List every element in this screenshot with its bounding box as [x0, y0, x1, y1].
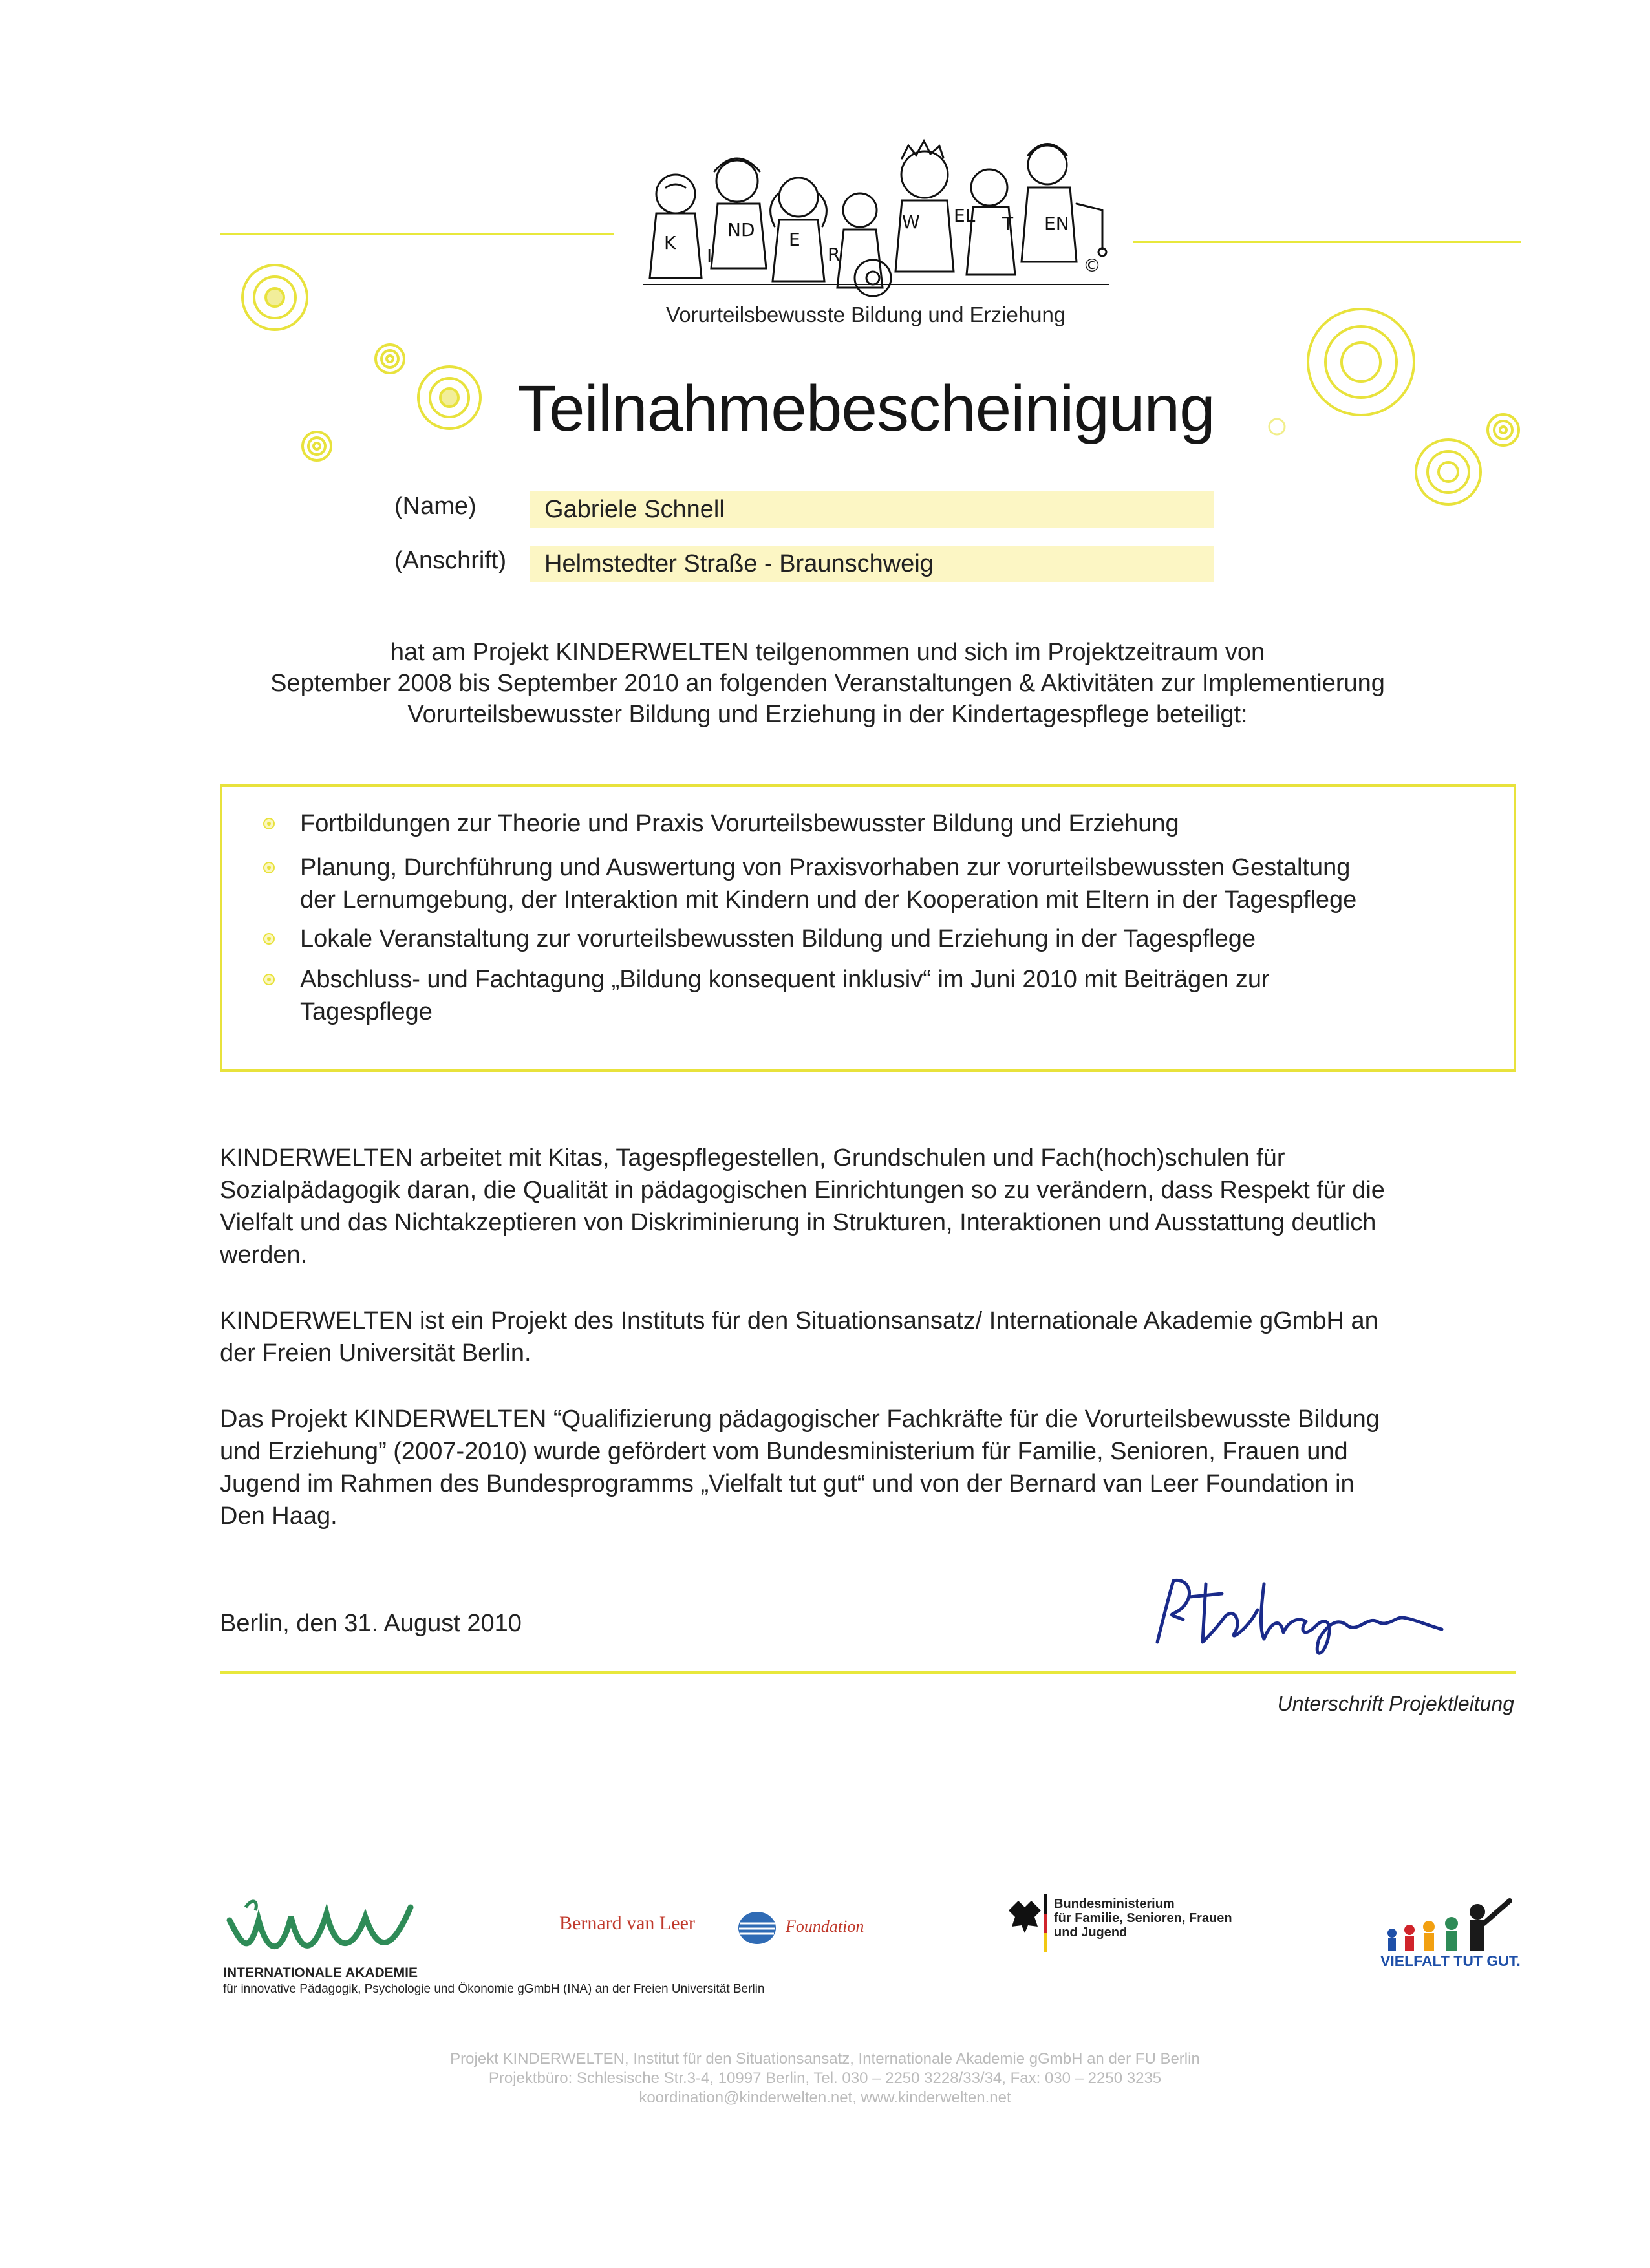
bullet-circle-icon [262, 861, 275, 874]
footer-line: Projekt KINDERWELTEN, Institut für den Situationsansatz, Internationale Akademie gGmbH an der FU Berlin [450, 2050, 1200, 2068]
svg-text:E: E [789, 229, 800, 250]
kinderwelten-logo [630, 133, 1112, 307]
intro-line: Vorurteilsbewusster Bildung und Erziehung in der Kindertagespflege beteiligt: [407, 701, 1248, 728]
svg-text:ND: ND [727, 219, 755, 241]
svg-text:EN: EN [1044, 213, 1069, 234]
signature [1144, 1571, 1494, 1668]
address-label: (Anschrift) [394, 547, 507, 574]
svg-text:K: K [664, 232, 676, 253]
intro-text [220, 637, 1435, 730]
federal-eagle-icon [1002, 1894, 1047, 1965]
page-title: Teilnahmebescheinigung [517, 372, 1215, 445]
vielfalt-people-icon [1380, 1898, 1523, 1952]
svg-text:I: I [707, 245, 712, 266]
signature-caption: Unterschrift Projektleitung [1277, 1692, 1514, 1715]
signature-rule [220, 1671, 1516, 1674]
header-rule-right [1133, 241, 1521, 243]
intro-line: September 2008 bis September 2010 an folgenden Veranstaltungen & Aktivitäten zur Implementierung [270, 670, 1385, 697]
name-field: Gabriele Schnell [530, 491, 1214, 528]
bvl-name: Bernard van Leer [559, 1912, 695, 1934]
globe-icon [737, 1910, 777, 1945]
paragraph-line: und Erziehung” (2007-2010) wurde gefördert vom Bundesministerium für Familie, Senioren, Frauen und [220, 1438, 1348, 1465]
place-date: Berlin, den 31. August 2010 [220, 1610, 522, 1637]
activity-line: Planung, Durchführung und Auswertung von Praxisvorhaben zur vorurteilsbewussten Gestaltung [300, 854, 1351, 881]
paragraph-line: Den Haag. [220, 1503, 338, 1530]
activity-line: Abschluss- und Fachtagung „Bildung konsequent inklusiv“ im Juni 2010 mit Beiträgen zur [300, 966, 1270, 993]
paragraph-line: Das Projekt KINDERWELTEN “Qualifizierung pädagogischer Fachkräfte für die Vorurteilsbewusste Bildung [220, 1406, 1380, 1433]
ina-description: für innovative Pädagogik, Psychologie und Ökonomie gGmbH (INA) an der Freien Universität Berlin [223, 1982, 765, 1996]
activities-box [220, 784, 1516, 1072]
ina-logo-icon [223, 1894, 430, 1959]
svg-text:T: T [1002, 213, 1014, 234]
bvl-suffix: Foundation [786, 1917, 864, 1936]
bmfsfj-line: und Jugend [1054, 1925, 1128, 1940]
children-figures-icon [643, 141, 1109, 296]
logo-tagline: Vorurteilsbewusste Bildung und Erziehung [666, 303, 1066, 326]
paragraph-line: KINDERWELTEN ist ein Projekt des Instituts für den Situationsansatz/ Internationale Akademie gGmbH an [220, 1307, 1378, 1334]
activity-item [300, 808, 1179, 840]
svg-text:W: W [902, 211, 920, 233]
paragraph-line: Vielfalt und das Nichtakzeptieren von Diskriminierung in Strukturen, Interaktionen und Ausstattung deutlich [220, 1209, 1377, 1236]
paragraph-institution [220, 1305, 1378, 1369]
name-label: (Name) [394, 493, 477, 520]
activity-item [300, 963, 1270, 1028]
paragraph-line: werden. [220, 1241, 308, 1268]
address-field: Helmstedter Straße - Braunschweig [530, 546, 1214, 582]
activity-line: Fortbildungen zur Theorie und Praxis Vorurteilsbewusster Bildung und Erziehung [300, 810, 1179, 837]
svg-text:R: R [828, 244, 841, 265]
activity-line: Lokale Veranstaltung zur vorurteilsbewussten Bildung und Erziehung in der Tagespflege [300, 925, 1256, 952]
bullet-circle-icon [262, 817, 275, 830]
paragraph-about [220, 1142, 1385, 1271]
ina-name: INTERNATIONALE AKADEMIE [223, 1965, 418, 1980]
vielfalt-name: VIELFALT TUT GUT. [1380, 1952, 1521, 1969]
footer-line: koordination@kinderwelten.net, www.kinderwelten.net [639, 2089, 1011, 2106]
activity-item [300, 851, 1356, 916]
activity-item [300, 923, 1256, 955]
header-rule-left [220, 233, 614, 235]
footer-address [0, 2049, 1650, 2108]
activity-line: Tagespflege [300, 998, 433, 1025]
paragraph-line: Sozialpädagogik daran, die Qualität in pädagogischen Einrichtungen so zu verändern, dass Respekt für die [220, 1177, 1385, 1204]
paragraph-line: Jugend im Rahmen des Bundesprogramms „Vielfalt tut gut“ und von der Bernard van Leer Foundation in [220, 1470, 1355, 1497]
footer-line: Projektbüro: Schlesische Str.3-4, 10997 Berlin, Tel. 030 – 2250 3228/33/34, Fax: 030 – 2250 3235 [488, 2070, 1162, 2087]
paragraph-funding [220, 1403, 1380, 1532]
intro-line: hat am Projekt KINDERWELTEN teilgenommen und sich im Projektzeitraum von [390, 639, 1265, 666]
activity-line: der Lernumgebung, der Interaktion mit Kindern und der Kooperation mit Eltern in der Tagespflege [300, 886, 1357, 914]
bmfsfj-name [1054, 1897, 1232, 1940]
bullet-circle-icon [262, 932, 275, 945]
paragraph-line: KINDERWELTEN arbeitet mit Kitas, Tagespflegestellen, Grundschulen und Fach(hoch)schulen für [220, 1144, 1285, 1171]
svg-text:EL: EL [954, 205, 976, 226]
bmfsfj-line: Bundesministerium [1054, 1897, 1175, 1911]
svg-text:©: © [1083, 255, 1101, 276]
bullet-circle-icon [262, 973, 275, 986]
paragraph-line: der Freien Universität Berlin. [220, 1340, 531, 1367]
bmfsfj-line: für Familie, Senioren, Frauen [1054, 1911, 1232, 1925]
